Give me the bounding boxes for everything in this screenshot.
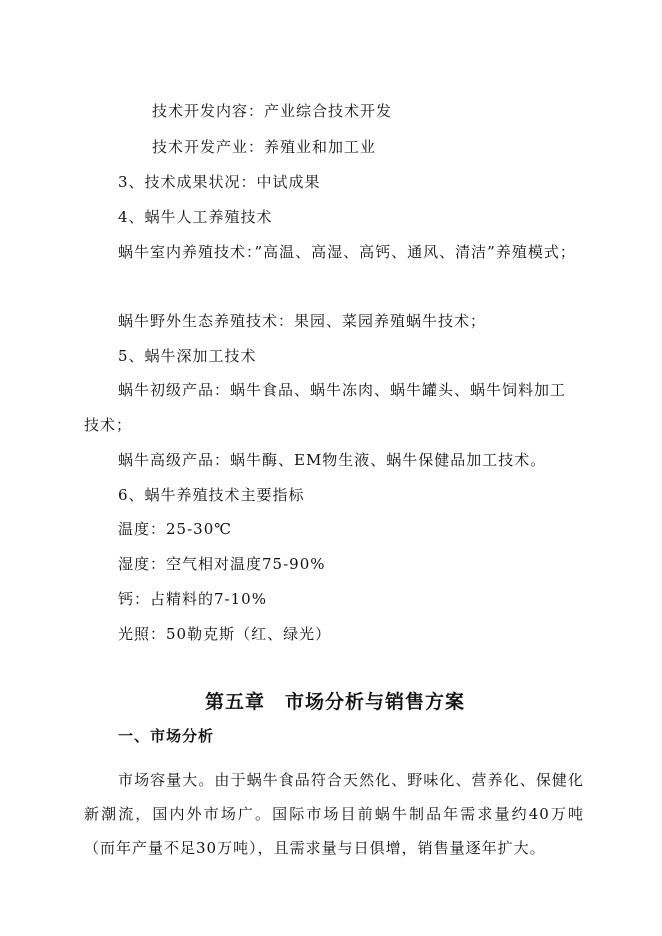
indoor-farming-tech: 蜗牛室内养殖技术：”高温、高湿、高钙、通风、清洁”养殖模式； — [118, 243, 576, 261]
tech-dev-industry: 技术开发产业：养殖业和加工业 — [152, 138, 377, 156]
chapter-title: 第五章 市场分析与销售方案 — [205, 691, 466, 713]
tech-dev-content: 技术开发内容：产业综合技术开发 — [152, 102, 393, 120]
indicator-light: 光照：50勒克斯（红、绿光） — [118, 625, 332, 643]
section-title: 一、市场分析 — [118, 727, 215, 745]
heading-deep-processing: 5、蜗牛深加工技术 — [118, 347, 257, 365]
advanced-products: 蜗牛高级产品：蜗牛酶、EM物生液、蜗牛保健品加工技术。 — [118, 451, 547, 469]
market-analysis-paragraph: 市场容量大。由于蜗牛食品符合天然化、野味化、营养化、保健化新潮流，国内外市场广。国际市场目前蜗牛制品年需求量约40万吨（而年产量不足30万吨），且需求量与日俱增，销售量逐年扩大。 — [84, 771, 584, 857]
outdoor-farming-tech: 蜗牛野外生态养殖技术：果园、菜园养殖蜗牛技术； — [118, 312, 487, 330]
primary-products-cont: 技术； — [84, 416, 133, 434]
indicator-calcium: 钙：占精料的7-10% — [118, 590, 267, 608]
indicator-temperature: 温度：25-30℃ — [118, 520, 233, 538]
tech-result-status: 3、技术成果状况：中试成果 — [118, 173, 321, 191]
heading-snail-farming: 4、蜗牛人工养殖技术 — [118, 208, 273, 226]
indicator-humidity: 湿度：空气相对温度75-90% — [118, 555, 326, 573]
heading-key-indicators: 6、蜗牛养殖技术主要指标 — [118, 486, 305, 504]
primary-products: 蜗牛初级产品：蜗牛食品、蜗牛冻肉、蜗牛罐头、蜗牛饲料加工 — [118, 381, 567, 399]
